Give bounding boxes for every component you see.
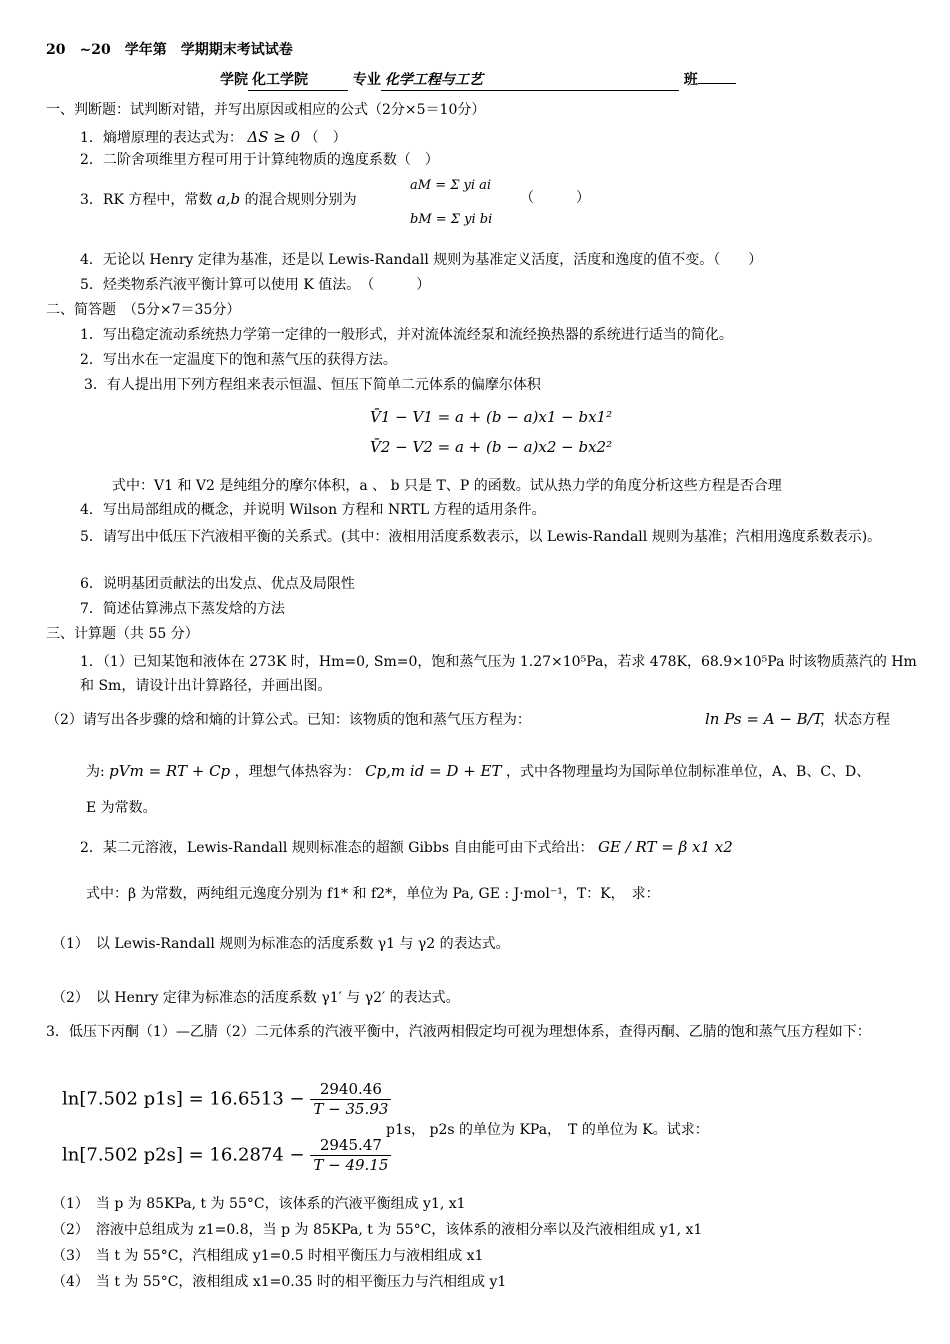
antoine-eq1-lhs: ln[7.502 p1s] = 16.6513 − xyxy=(62,1088,305,1110)
part3-q1-line3 xyxy=(86,762,870,782)
answer-paren: （ ） xyxy=(304,130,347,146)
part2-q3-note: 式中：V1 和 V2 是纯组分的摩尔体积，a 、 b 只是 T、P 的函数。试从热力学的角度分析这些方程是否合理 xyxy=(112,478,782,494)
part3-q1-part2-text: （2）请写出各步骤的焓和熵的计算公式。已知：该物质的饱和蒸气压方程为： xyxy=(46,712,531,728)
antoine-eq1-fraction xyxy=(310,1080,391,1119)
part3-q1-part1: 1．（1）已知某饱和液体在 273K 时，Hm=0, Sm=0，饱和蒸气压为 1.27×10⁵Pa，若求 478K，68.9×10⁵Pa 时该物质蒸汽的 Hm 和 Sm，请设计出计算路径，并画出图。 xyxy=(80,654,917,694)
heat-capacity-eq: Cp,m id = D + ET xyxy=(365,762,502,780)
part2-q6: 6．说明基团贡献法的出发点、优点及局限性 xyxy=(80,576,355,592)
mixing-rule-b: bM = Σ yi bi xyxy=(410,212,493,227)
part3-q3: 3．低压下丙酮（1）—乙腈（2）二元体系的汽液平衡中，汽液两相假定均可视为理想体系，查得丙酮、乙腈的饱和蒸气压方程如下： xyxy=(46,1024,871,1040)
rk-constants: a,b xyxy=(216,190,241,208)
part3-q3-sub2: （2） 溶液中总组成为 z1=0.8，当 p 为 85KPa, t 为 55°C，该体系的液相分率以及汽液相组成 y1, x1 xyxy=(52,1222,703,1238)
part2-heading: 二、简答题 （5分×7＝35分） xyxy=(46,302,241,318)
part3-q1-part2 xyxy=(46,712,531,730)
part3-q3-sub4: （4） 当 t 为 55°C，液相组成 x1=0.35 时的相平衡压力与汽相组成 y1 xyxy=(52,1274,507,1290)
state-equation: pVm = RT + Cp xyxy=(109,762,231,780)
antoine-eq2 xyxy=(62,1136,391,1175)
part3-q2 xyxy=(80,838,733,858)
part1-q1-text: 1．熵增原理的表达式为： xyxy=(80,130,243,146)
antoine-units: p1s， p2s 的单位为 KPa， T 的单位为 K。试求： xyxy=(386,1122,709,1138)
part3-q2-note: 式中：β 为常数，两纯组元逸度分别为 f1* 和 f2*，单位为 Pa, GE : J·mol⁻¹，T：K， 求： xyxy=(86,886,660,902)
entropy-formula: ΔS ≥ 0 xyxy=(247,128,301,146)
antoine-eq2-lhs: ln[7.502 p2s] = 16.2874 − xyxy=(62,1144,305,1166)
college-label: 学院 xyxy=(220,72,248,88)
antoine-eq1 xyxy=(62,1080,391,1119)
header-info-line xyxy=(220,72,736,91)
part2-q2: 2．写出水在一定温度下的饱和蒸气压的获得方法。 xyxy=(80,352,397,368)
major-value: 化学工程与工艺 xyxy=(381,72,679,91)
vapor-pressure-eq: ln Ps = A − B/T xyxy=(705,710,823,728)
part2-q1: 1．写出稳定流动系统热力学第一定律的一般形式，并对流体流经泵和流经换热器的系统进行适当的简化。 xyxy=(80,327,733,343)
class-label: 班 xyxy=(683,72,698,88)
partial-volume-eq1: V̄1 − V1 = a + (b − a)x1 − bx1² xyxy=(370,408,613,426)
part3-q1-tail: ，状态方程 xyxy=(820,712,890,728)
part3-q1-tail2: ，式中各物理量均为国际单位制标准单位，A、B、C、D、 xyxy=(505,764,871,780)
part1-q3-paren: （ ） xyxy=(520,190,590,206)
exam-title: 20 ~20 学年第 学期期末考试试卷 xyxy=(46,42,293,58)
antoine-eq2-num: 2945.47 xyxy=(310,1136,391,1156)
part2-q3: 3．有人提出用下列方程组来表示恒温、恒压下简单二元体系的偏摩尔体积 xyxy=(84,377,541,393)
part3-q2-sub2: （2） 以 Henry 定律为标准态的活度系数 γ1′ 与 γ2′ 的表达式。 xyxy=(52,990,460,1006)
part2-q4: 4．写出局部组成的概念，并说明 Wilson 方程和 NRTL 方程的适用条件。 xyxy=(80,502,546,518)
part1-q3-text2: 的混合规则分别为 xyxy=(244,192,357,208)
part1-q3 xyxy=(80,190,357,210)
major-label: 专业 xyxy=(352,72,381,88)
part1-q5: 5．烃类物系汽液平衡计算可以使用 K 值法。 （ ） xyxy=(80,277,431,293)
part2-q7: 7．简述估算沸点下蒸发焓的方法 xyxy=(80,601,285,617)
antoine-eq1-den: T − 35.93 xyxy=(313,1099,389,1118)
part3-heading: 三、计算题（共 55 分） xyxy=(46,626,199,642)
college-value: 化工学院 xyxy=(248,72,348,91)
part3-q2-sub1: （1） 以 Lewis-Randall 规则为标准态的活度系数 γ1 与 γ2 的表达式。 xyxy=(52,936,510,952)
part1-heading: 一、判断题：试判断对错，并写出原因或相应的公式（2分×5＝10分） xyxy=(46,102,486,118)
part1-q4: 4．无论以 Henry 定律为基准，还是以 Lewis-Randall 规则为基准定义活度，活度和逸度的值不变。（ ） xyxy=(80,252,763,268)
part3-q1-mid: ，理想气体热容为： xyxy=(234,764,361,780)
mixing-rule-a: aM = Σ yi ai xyxy=(410,178,492,193)
antoine-eq2-fraction xyxy=(310,1136,391,1175)
part1-q2: 2．二阶舍项维里方程可用于计算纯物质的逸度系数（ ） xyxy=(80,152,439,168)
antoine-eq2-den: T − 49.15 xyxy=(313,1155,389,1174)
part3-q3-sub3: （3） 当 t 为 55°C，汽相组成 y1=0.5 时相平衡压力与液相组成 x1 xyxy=(52,1248,484,1264)
antoine-eq1-num: 2940.46 xyxy=(310,1080,391,1100)
part3-q1-pre: 为: xyxy=(86,764,105,780)
part3-q1-line4: E 为常数。 xyxy=(86,800,157,816)
part1-q3-text: 3．RK 方程中，常数 xyxy=(80,192,213,208)
part1-q1 xyxy=(80,128,347,148)
partial-volume-eq2: V̄2 − V2 = a + (b − a)x2 − bx2² xyxy=(370,438,613,456)
part2-q5: 5．请写出中低压下汽液相平衡的关系式。(其中：液相用活度系数表示，以 Lewis-Randall 规则为基准；汽相用逸度系数表示)。 xyxy=(80,529,882,545)
class-blank xyxy=(698,83,736,84)
part3-q3-sub1: （1） 当 p 为 85KPa, t 为 55°C，该体系的汽液平衡组成 y1, x1 xyxy=(52,1196,466,1212)
excess-gibbs-eq: GE / RT = β x1 x2 xyxy=(597,838,733,856)
part3-q2-text: 2．某二元溶液，Lewis-Randall 规则标准态的超额 Gibbs 自由能可由下式给出： xyxy=(80,840,594,856)
